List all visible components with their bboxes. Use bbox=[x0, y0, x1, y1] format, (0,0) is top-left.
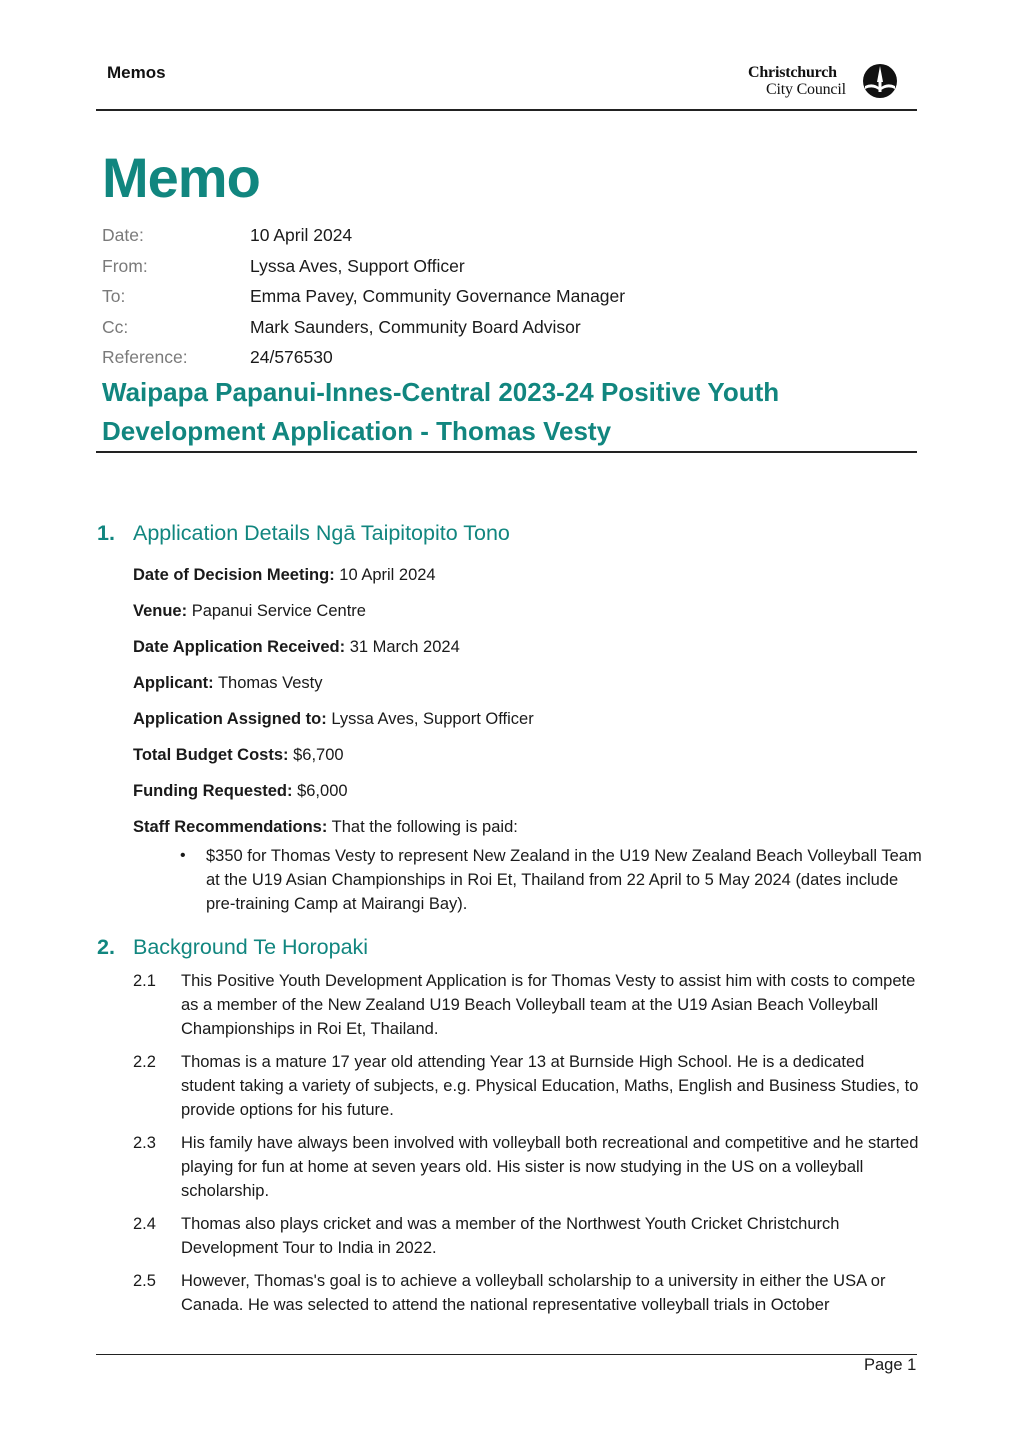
title-rule bbox=[96, 451, 917, 453]
header-rule bbox=[96, 109, 917, 111]
detail-staff-recommendations bbox=[133, 812, 923, 848]
meta-key: From: bbox=[102, 255, 148, 276]
meta-key: Date: bbox=[102, 225, 144, 245]
bullet-icon: • bbox=[180, 847, 186, 864]
detail-date-received bbox=[133, 632, 923, 668]
application-details bbox=[133, 560, 923, 848]
memo-title: Memo bbox=[102, 146, 260, 209]
paragraph-text: Thomas is a mature 17 year old attending Year 13 at Burnside High School. He is a dedicated student taking a variety of subjects, e.g. Physical Education, Maths, English and Business Studies, to provide options for his future. bbox=[181, 1053, 919, 1119]
detail-label: Venue: bbox=[133, 602, 188, 620]
section-1-heading bbox=[97, 521, 510, 546]
paragraph-text: This Positive Youth Development Application is for Thomas Vesty to assist him with costs to compete as a member of the New Zealand U19 Beach Volleyball team at the U19 Asian Beach Volleyball Championships in Roi Et, Thailand. bbox=[181, 972, 916, 1038]
paragraph bbox=[133, 1131, 923, 1203]
footer-rule bbox=[96, 1354, 917, 1355]
detail-value: 10 April 2024 bbox=[334, 566, 436, 584]
paragraph-number: 2.3 bbox=[133, 1134, 156, 1152]
paragraph-text: However, Thomas's goal is to achieve a volleyball scholarship to a university in either the USA or Canada. He was selected to attend the national representative volleyball trials in October bbox=[181, 1272, 886, 1314]
page-number: Page 1 bbox=[864, 1356, 917, 1374]
detail-label: Staff Recommendations: bbox=[133, 818, 328, 836]
detail-assigned-to bbox=[133, 704, 923, 740]
detail-label: Applicant: bbox=[133, 674, 214, 692]
background-paragraphs bbox=[133, 969, 923, 1326]
paragraph-text: Thomas also plays cricket and was a member of the Northwest Youth Cricket Christchurch Development Tour to India in 2022. bbox=[181, 1215, 840, 1257]
memo-meta bbox=[102, 220, 625, 373]
detail-value: That the following is paid: bbox=[327, 818, 518, 836]
detail-label: Funding Requested: bbox=[133, 782, 293, 800]
detail-applicant bbox=[133, 668, 923, 704]
detail-total-budget bbox=[133, 740, 923, 776]
council-logo bbox=[748, 62, 900, 102]
paragraph-number: 2.4 bbox=[133, 1215, 156, 1233]
meta-value: 10 April 2024 bbox=[250, 225, 353, 245]
detail-value: $6,000 bbox=[292, 782, 348, 800]
recommendation-bullet: $350 for Thomas Vesty to represent New Zealand in the U19 New Zealand Beach Volleyball Team at the U19 Asian Championships in Roi Et, Thailand from 22 April to 5 May 2024 (dates include pre-training Camp at Mairangi Bay). bbox=[206, 847, 922, 913]
meta-row-cc bbox=[102, 312, 625, 343]
section-number: 1. bbox=[97, 521, 115, 545]
section-number: 2. bbox=[97, 935, 115, 959]
meta-row-from bbox=[102, 251, 625, 282]
paragraph bbox=[133, 1212, 923, 1260]
detail-funding-requested bbox=[133, 776, 923, 812]
meta-value: Lyssa Aves, Support Officer bbox=[250, 255, 465, 276]
meta-value: Mark Saunders, Community Board Advisor bbox=[250, 316, 581, 337]
detail-value: 31 March 2024 bbox=[345, 638, 460, 656]
paragraph bbox=[133, 1269, 923, 1317]
paragraph-text: His family have always been involved with volleyball both recreational and competitive and he started playing for fun at home at seven years old. His sister is now studying in the US on a volleyball scholarship. bbox=[181, 1134, 919, 1200]
cathedral-spire-icon bbox=[861, 62, 899, 100]
meta-key: To: bbox=[102, 286, 126, 306]
meta-row-date bbox=[102, 220, 625, 251]
document-title: Waipapa Papanui-Innes-Central 2023-24 Positive Youth Development Application - Thomas Vesty bbox=[102, 377, 780, 446]
detail-label: Date of Decision Meeting: bbox=[133, 566, 335, 584]
detail-value: $6,700 bbox=[288, 746, 344, 764]
meta-value: 24/576530 bbox=[250, 347, 333, 367]
logo-line-1: Christchurch bbox=[748, 64, 837, 81]
meta-row-reference bbox=[102, 342, 625, 373]
meta-key: Cc: bbox=[102, 316, 129, 337]
meta-value: Emma Pavey, Community Governance Manager bbox=[250, 286, 626, 306]
paragraph-number: 2.2 bbox=[133, 1053, 156, 1071]
meta-key: Reference: bbox=[102, 347, 188, 367]
detail-label: Date Application Received: bbox=[133, 638, 346, 656]
detail-value: Thomas Vesty bbox=[213, 674, 323, 692]
detail-label: Total Budget Costs: bbox=[133, 746, 289, 764]
paragraph bbox=[133, 1050, 923, 1122]
header-section-label: Memos bbox=[107, 63, 166, 82]
section-title: Application Details Ngā Taipitopito Tono bbox=[133, 521, 510, 545]
section-title: Background Te Horopaki bbox=[133, 935, 369, 959]
paragraph bbox=[133, 969, 923, 1041]
detail-value: Papanui Service Centre bbox=[187, 602, 366, 620]
detail-label: Application Assigned to: bbox=[133, 710, 327, 728]
section-2-heading bbox=[97, 935, 368, 960]
logo-line-2: City Council bbox=[766, 81, 846, 98]
detail-value: Lyssa Aves, Support Officer bbox=[326, 710, 534, 728]
meta-row-to bbox=[102, 281, 625, 312]
detail-venue bbox=[133, 596, 923, 632]
paragraph-number: 2.1 bbox=[133, 972, 156, 990]
detail-decision-meeting bbox=[133, 560, 923, 596]
paragraph-number: 2.5 bbox=[133, 1272, 156, 1290]
